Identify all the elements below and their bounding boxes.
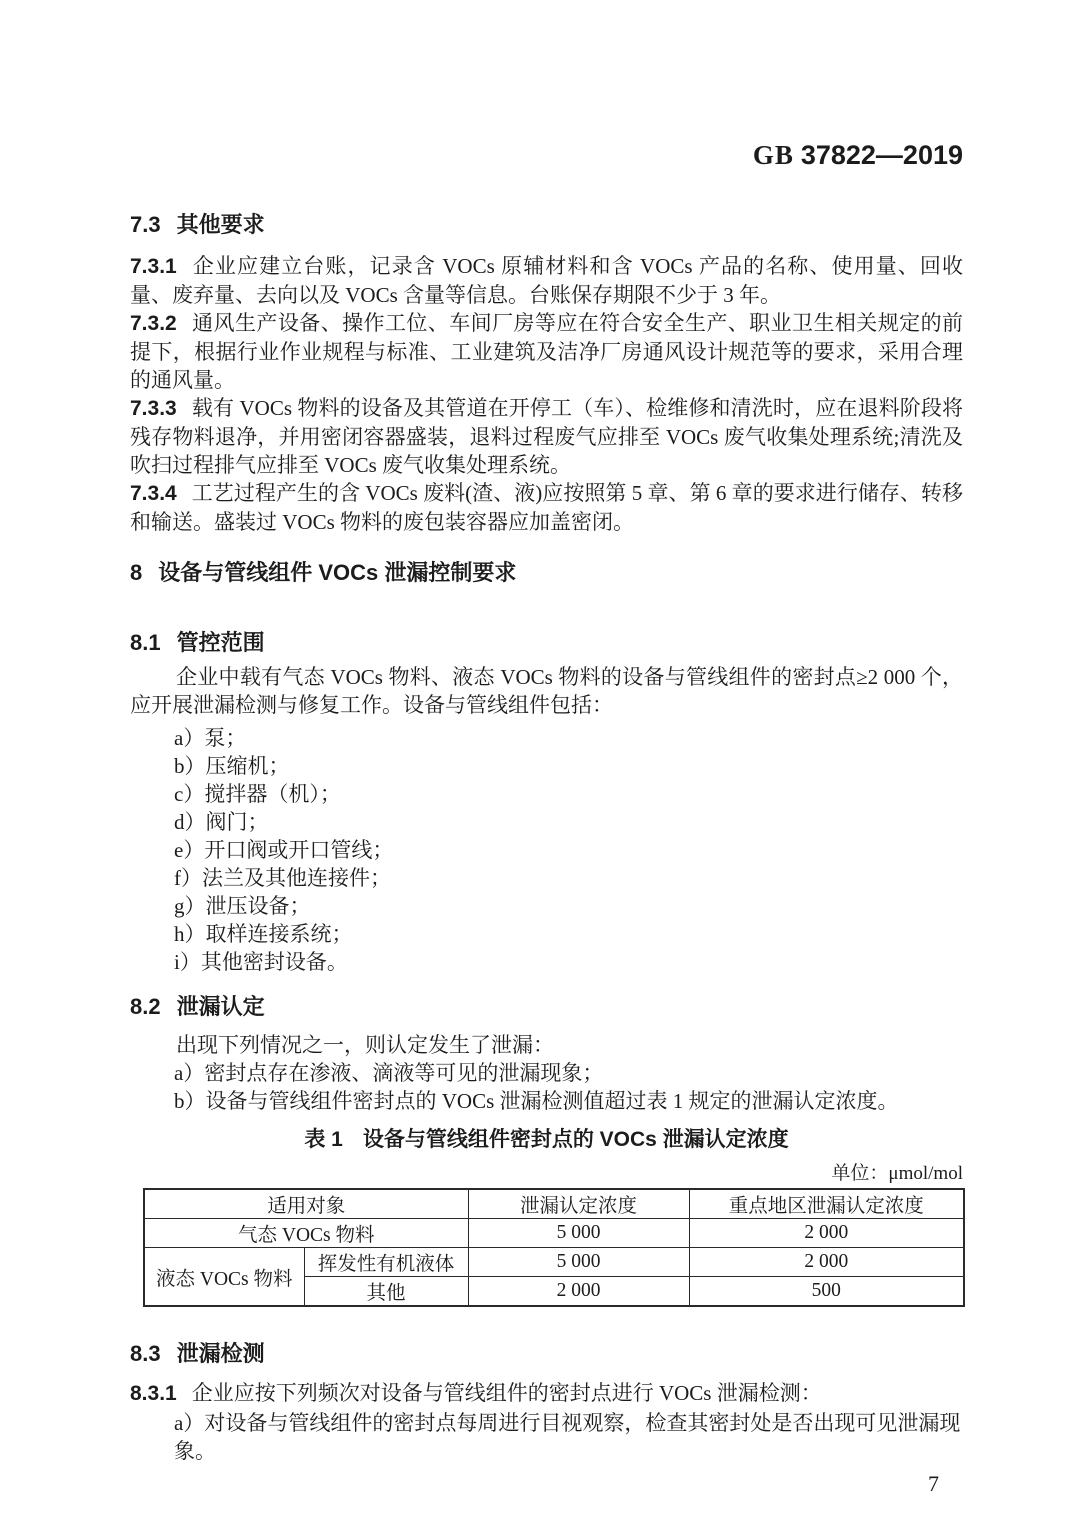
clause-number: 7.3.4 <box>130 482 177 505</box>
table-caption-title: 设备与管线组件密封点的 VOCs 泄漏认定浓度 <box>362 1128 789 1151</box>
list-item: b）压缩机； <box>174 754 290 778</box>
clause-number: 7.3.3 <box>130 397 177 420</box>
clause-text: 工艺过程产生的含 VOCs 废料(渣、液)应按照第 5 章、第 6 章的要求进行储存、转移和输送。盛装过 VOCs 物料的废包装容器应加盖密闭。 <box>130 481 963 534</box>
list-item: i）其他密封设备。 <box>174 950 348 974</box>
cell-key-region-limit: 2 000 <box>689 1219 964 1248</box>
clause-text: 企业应建立台账，记录含 VOCs 原辅材料和含 VOCs 产品的名称、使用量、回收量、废弃量、去向以及 VOCs 含量等信息。台账保存期限不少于 3 年。 <box>130 254 963 307</box>
section-title: 设备与管线组件 VOCs 泄漏控制要求 <box>158 560 517 585</box>
cell-subcategory: 挥发性有机液体 <box>304 1248 468 1277</box>
list-item: b）设备与管线组件密封点的 VOCs 泄漏检测值超过表 1 规定的泄漏认定浓度。 <box>174 1089 899 1113</box>
list-item: f）法兰及其他连接件； <box>174 866 391 890</box>
col-header-applicable-object: 适用对象 <box>144 1189 468 1219</box>
section-title: 其他要求 <box>176 212 265 237</box>
clause-7-3-3 <box>130 394 963 479</box>
table-caption-label: 表 1 <box>304 1128 343 1151</box>
col-header-key-region-limit: 重点地区泄漏认定浓度 <box>689 1189 964 1219</box>
table-header-row <box>144 1189 964 1219</box>
paragraph-8-1-intro: 企业中载有气态 VOCs 物料、液态 VOCs 物料的设备与管线组件的密封点≥2 000 个，应开展泄漏检测与修复工作。设备与管线组件包括： <box>130 665 963 717</box>
clause-7-3-1 <box>130 252 963 309</box>
section-title: 管控范围 <box>176 630 265 655</box>
section-number: 8.2 <box>130 994 161 1019</box>
section-heading-8-3 <box>130 1339 963 1369</box>
section-heading-7-3 <box>130 210 963 240</box>
page-number: 7 <box>928 1471 939 1496</box>
detection-list <box>130 1409 963 1465</box>
list-item: c）搅拌器（机）； <box>174 782 341 806</box>
cell-category: 液态 VOCs 物料 <box>144 1248 304 1307</box>
list-item: e）开口阀或开口管线； <box>174 838 394 862</box>
list-item: a）对设备与管线组件的密封点每周进行目视观察，检查其密封处是否出现可见泄漏现象。 <box>174 1411 961 1463</box>
clause-number: 8.3.1 <box>130 1382 177 1405</box>
section-number: 7.3 <box>130 212 161 237</box>
section-title: 泄漏认定 <box>176 994 265 1019</box>
table-1 <box>143 1188 965 1307</box>
list-item: d）阀门； <box>174 810 269 834</box>
clause-7-3-4 <box>130 479 963 536</box>
document-page <box>130 0 963 1497</box>
clause-number: 7.3.1 <box>130 255 177 278</box>
clause-7-3-2 <box>130 309 963 394</box>
standard-code <box>130 140 963 170</box>
cell-leak-limit: 5 000 <box>468 1219 689 1248</box>
section-heading-8-1 <box>130 628 963 658</box>
table-row <box>144 1219 964 1248</box>
cell-category: 气态 VOCs 物料 <box>144 1219 468 1248</box>
list-item: a）泵； <box>174 726 247 750</box>
paragraph-8-2-intro: 出现下列情况之一，则认定发生了泄漏： <box>176 1033 554 1057</box>
col-header-leak-limit: 泄漏认定浓度 <box>468 1189 689 1219</box>
section-number: 8 <box>130 560 143 585</box>
clause-8-3-1 <box>130 1379 963 1408</box>
standard-code-prefix: GB <box>752 140 794 170</box>
clause-text: 通风生产设备、操作工位、车间厂房等应在符合安全生产、职业卫生相关规定的前提下，根据行业作业规程与标准、工业建筑及洁净厂房通风设计规范等的要求，采用合理的通风量。 <box>130 311 963 392</box>
table-unit-note: 单位：μmol/mol <box>831 1163 963 1184</box>
list-item: g）泄压设备； <box>174 894 311 918</box>
clause-number: 7.3.2 <box>130 312 177 335</box>
leak-criteria-list <box>130 1059 963 1115</box>
cell-key-region-limit: 500 <box>689 1277 964 1307</box>
standard-code-number: 37822—2019 <box>800 140 963 170</box>
cell-leak-limit: 5 000 <box>468 1248 689 1277</box>
cell-key-region-limit: 2 000 <box>689 1248 964 1277</box>
list-item: h）取样连接系统； <box>174 922 353 946</box>
section-heading-8 <box>130 558 963 588</box>
list-item: a）密封点存在渗液、滴液等可见的泄漏现象； <box>174 1061 604 1085</box>
table-row <box>144 1248 964 1277</box>
section-title: 泄漏检测 <box>176 1341 265 1366</box>
clause-text: 载有 VOCs 物料的设备及其管道在开停工（车）、检维修和清洗时，应在退料阶段将残存物料退净，并用密闭容器盛装，退料过程废气应排至 VOCs 废气收集处理系统;清洗及吹扫过程排气应排至 VOCs 废气收集处理系统。 <box>130 396 963 477</box>
table-1-caption <box>130 1127 963 1153</box>
cell-subcategory: 其他 <box>304 1277 468 1307</box>
clause-text: 企业应按下列频次对设备与管线组件的密封点进行 VOCs 泄漏检测： <box>191 1381 822 1405</box>
section-number: 8.1 <box>130 630 161 655</box>
section-number: 8.3 <box>130 1341 161 1366</box>
section-heading-8-2 <box>130 992 963 1022</box>
cell-leak-limit: 2 000 <box>468 1277 689 1307</box>
component-list <box>130 724 963 976</box>
